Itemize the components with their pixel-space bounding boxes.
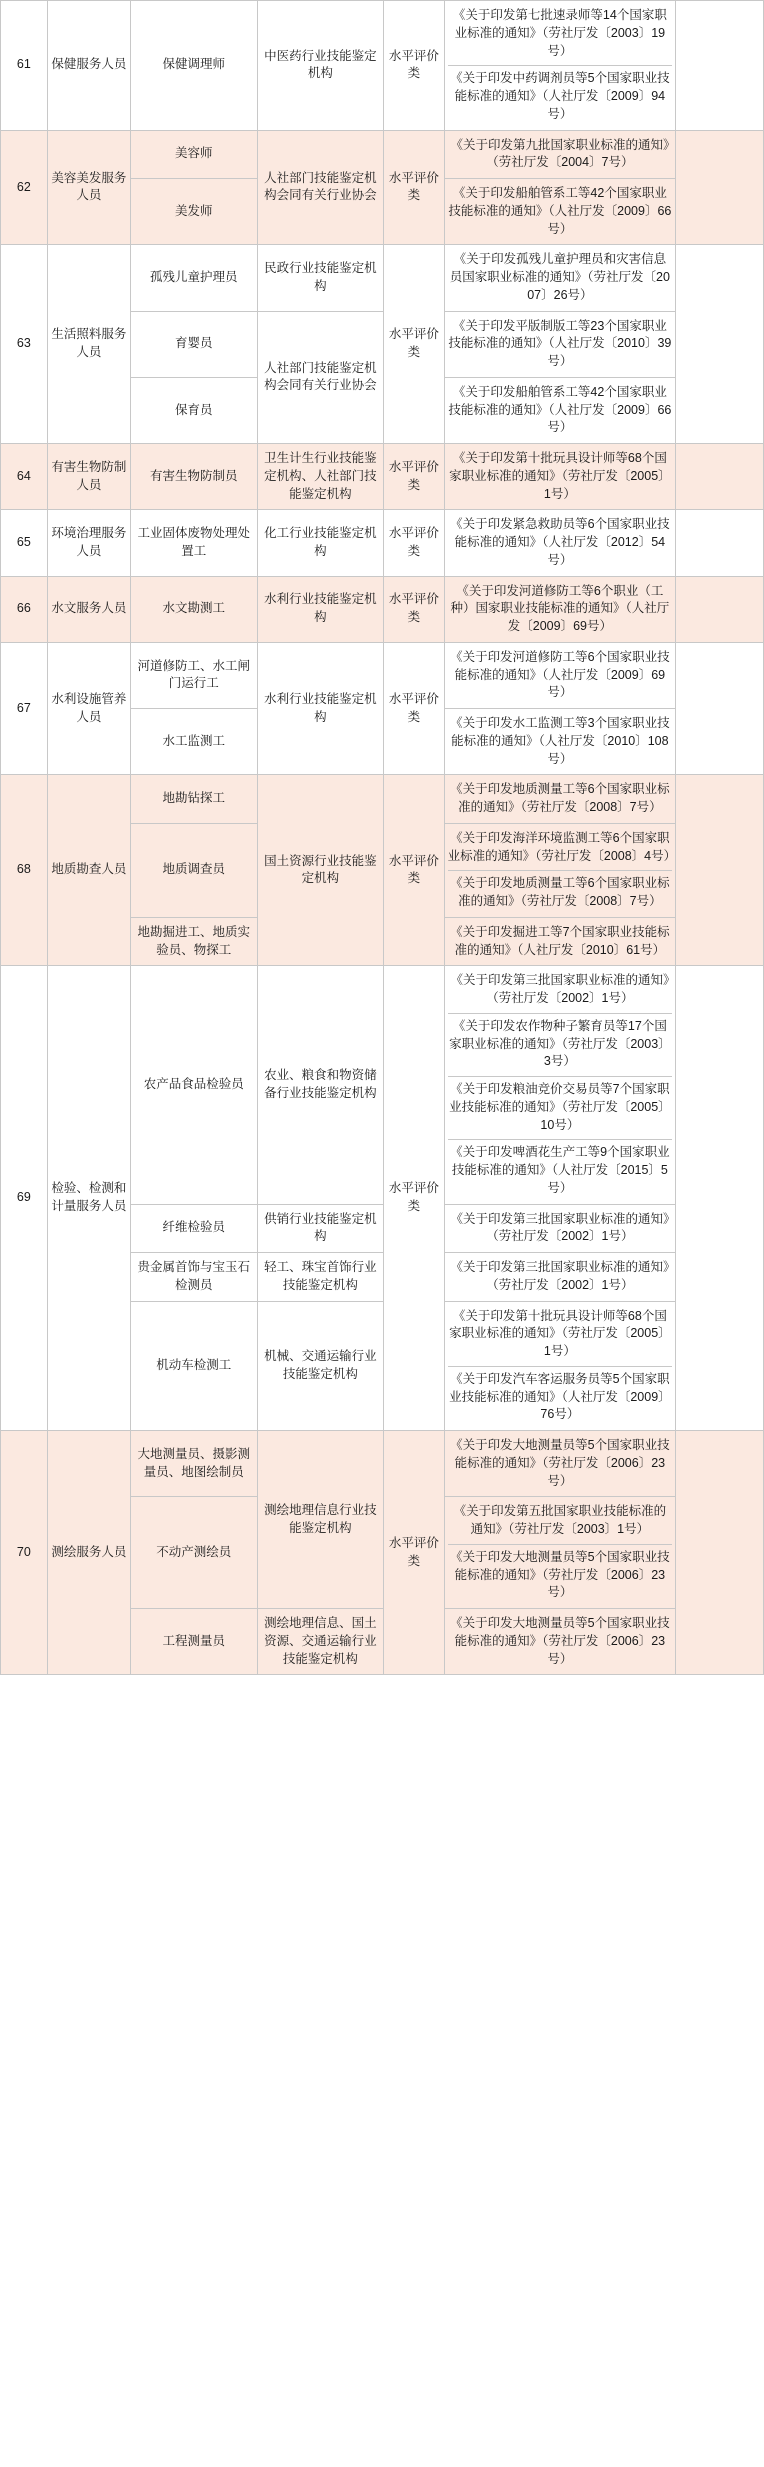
remarks: [676, 775, 764, 966]
document-reference: 《关于印发孤残儿童护理员和灾害信息员国家职业标准的通知》（劳社厅发〔2007〕26号）: [449, 252, 670, 302]
remarks: [676, 510, 764, 576]
table-row: [1, 510, 764, 576]
occupation-group: 保健服务人员: [47, 1, 130, 131]
occupation-name: 农产品食品检验员: [131, 966, 258, 1204]
document-reference: 《关于印发第三批国家职业标准的通知》（劳社厅发〔2002〕1号）: [450, 973, 670, 1005]
occupation-name: 保育员: [131, 377, 258, 443]
related-documents: [444, 1204, 676, 1253]
assessment-organization: 供销行业技能鉴定机构: [257, 1204, 384, 1253]
related-documents: [444, 1609, 676, 1675]
assessment-organization: 机械、交通运输行业技能鉴定机构: [257, 1301, 384, 1431]
occupation-group: 生活照料服务人员: [47, 245, 130, 444]
occupation-group: 检验、检测和计量服务人员: [47, 966, 130, 1431]
related-documents: [444, 709, 676, 775]
occupation-name: 工业固体废物处理处置工: [131, 510, 258, 576]
assessment-organization: 国土资源行业技能鉴定机构: [257, 775, 384, 966]
table-row: [1, 576, 764, 642]
related-documents: [444, 576, 676, 642]
document-reference: 《关于印发海洋环境监测工等6个国家职业标准的通知》（劳社厅发〔2008〕4号）: [447, 830, 677, 863]
document-reference: 《关于印发啤酒花生产工等9个国家职业技能标准的通知》（人社厅发〔2015〕5号）: [448, 1139, 673, 1199]
assessment-organization: 中医药行业技能鉴定机构: [257, 1, 384, 131]
row-number: 64: [1, 444, 48, 510]
occupation-name: 水工监测工: [131, 709, 258, 775]
table-row: [1, 130, 764, 179]
related-documents: [444, 823, 676, 917]
evaluation-type: 水平评价类: [384, 1431, 444, 1675]
document-reference: 《关于印发第十批玩具设计师等68个国家职业标准的通知》（劳社厅发〔2005〕1号）: [449, 1308, 671, 1358]
related-documents: [444, 1253, 676, 1302]
related-documents: [444, 1301, 676, 1431]
occupation-name: 美发师: [131, 179, 258, 245]
assessment-organization: 人社部门技能鉴定机构会同有关行业协会: [257, 311, 384, 444]
document-reference: 《关于印发第三批国家职业标准的通知》（劳社厅发〔2002〕1号）: [450, 1211, 670, 1244]
remarks: [676, 576, 764, 642]
document-reference: 《关于印发平版制版工等23个国家职业技能标准的通知》（人社厅发〔2010〕39号）: [448, 318, 672, 368]
row-number: 66: [1, 576, 48, 642]
assessment-organization: 水利行业技能鉴定机构: [257, 576, 384, 642]
occupation-name: 美容师: [131, 130, 258, 179]
document-reference: 《关于印发汽车客运服务员等5个国家职业技能标准的通知》（人社厅发〔2009〕76号）: [448, 1366, 673, 1426]
table-row: [1, 1431, 764, 1497]
occupation-name: 工程测量员: [131, 1609, 258, 1675]
remarks: [676, 245, 764, 444]
occupation-name: 地勘钻探工: [131, 775, 258, 824]
remarks: [676, 642, 764, 775]
occupation-name: 保健调理师: [131, 1, 258, 131]
row-number: 62: [1, 130, 48, 245]
table-row: [1, 966, 764, 1204]
remarks: [676, 444, 764, 510]
document-reference: 《关于印发大地测量员等5个国家职业技能标准的通知》（劳社厅发〔2006〕23号）: [450, 1616, 670, 1666]
occupation-name: 大地测量员、摄影测量员、地图绘制员: [131, 1431, 258, 1497]
row-number: 67: [1, 642, 48, 775]
document-reference: 《关于印发粮油竞价交易员等7个国家职业技能标准的通知》（劳社厅发〔2005〕10号）: [448, 1076, 673, 1136]
row-number: 69: [1, 966, 48, 1431]
remarks: [676, 130, 764, 245]
related-documents: [444, 775, 676, 824]
related-documents: [444, 966, 676, 1204]
occupation-name: 不动产测绘员: [131, 1497, 258, 1609]
assessment-organization: 水利行业技能鉴定机构: [257, 642, 384, 775]
evaluation-type: 水平评价类: [384, 775, 444, 966]
remarks: [676, 1, 764, 131]
assessment-organization: 测绘地理信息行业技能鉴定机构: [257, 1431, 384, 1609]
occupation-group: 美容美发服务人员: [47, 130, 130, 245]
related-documents: [444, 179, 676, 245]
related-documents: [444, 917, 676, 966]
occupation-group: 水文服务人员: [47, 576, 130, 642]
related-documents: [444, 377, 676, 443]
evaluation-type: 水平评价类: [384, 510, 444, 576]
related-documents: [444, 1431, 676, 1497]
related-documents: [444, 444, 676, 510]
document-reference: 《关于印发紧急救助员等6个国家职业技能标准的通知》（人社厅发〔2012〕54号）: [450, 517, 670, 567]
document-reference: 《关于印发第三批国家职业标准的通知》（劳社厅发〔2002〕1号）: [450, 1260, 670, 1292]
table-row: [1, 245, 764, 311]
related-documents: [444, 1, 676, 131]
table-row: [1, 642, 764, 708]
table-row: [1, 444, 764, 510]
document-reference: 《关于印发地质测量工等6个国家职业标准的通知》（劳社厅发〔2008〕7号）: [448, 870, 673, 913]
row-number: 61: [1, 1, 48, 131]
occupation-group: 有害生物防制人员: [47, 444, 130, 510]
document-reference: 《关于印发大地测量员等5个国家职业技能标准的通知》（劳社厅发〔2006〕23号）: [450, 1438, 670, 1488]
related-documents: [444, 245, 676, 311]
occupation-name: 地勘掘进工、地质实验员、物探工: [131, 917, 258, 966]
occupation-name: 孤残儿童护理员: [131, 245, 258, 311]
evaluation-type: 水平评价类: [384, 1, 444, 131]
evaluation-type: 水平评价类: [384, 966, 444, 1431]
assessment-organization: 测绘地理信息、国土资源、交通运输行业技能鉴定机构: [257, 1609, 384, 1675]
occupation-group: 地质勘查人员: [47, 775, 130, 966]
occupation-name: 有害生物防制员: [131, 444, 258, 510]
evaluation-type: 水平评价类: [384, 642, 444, 775]
related-documents: [444, 130, 676, 179]
document-reference: 《关于印发农作物种子繁育员等17个国家职业标准的通知》（劳社厅发〔2003〕3号）: [448, 1013, 673, 1073]
occupation-name: 纤维检验员: [131, 1204, 258, 1253]
row-number: 70: [1, 1431, 48, 1675]
related-documents: [444, 642, 676, 708]
document-reference: 《关于印发水工监测工等3个国家职业技能标准的通知》（人社厅发〔2010〕108号）: [450, 716, 670, 766]
assessment-organization: 轻工、珠宝首饰行业技能鉴定机构: [257, 1253, 384, 1302]
remarks: [676, 966, 764, 1431]
related-documents: [444, 311, 676, 377]
assessment-organization: 农业、粮食和物资储备行业技能鉴定机构: [257, 966, 384, 1204]
document-reference: 《关于印发地质测量工等6个国家职业标准的通知》（劳社厅发〔2008〕7号）: [450, 782, 670, 814]
occupation-name: 贵金属首饰与宝玉石检测员: [131, 1253, 258, 1302]
occupation-group: 水利设施管养人员: [47, 642, 130, 775]
row-number: 65: [1, 510, 48, 576]
document-reference: 《关于印发第十批玩具设计师等68个国家职业标准的通知》（劳社厅发〔2005〕1号）: [449, 451, 671, 501]
evaluation-type: 水平评价类: [384, 444, 444, 510]
document-reference: 《关于印发第五批国家职业技能标准的通知》（劳社厅发〔2003〕1号）: [453, 1504, 667, 1536]
assessment-organization: 人社部门技能鉴定机构会同有关行业协会: [257, 130, 384, 245]
assessment-organization: 民政行业技能鉴定机构: [257, 245, 384, 311]
row-number: 63: [1, 245, 48, 444]
occupation-name: 育婴员: [131, 311, 258, 377]
occupation-group: 测绘服务人员: [47, 1431, 130, 1675]
evaluation-type: 水平评价类: [384, 245, 444, 444]
document-reference: 《关于印发河道修防工等6个国家职业技能标准的通知》（人社厅发〔2009〕69号）: [450, 649, 670, 700]
document-reference: 《关于印发第七批速录师等14个国家职业标准的通知》（劳社厅发〔2003〕19号）: [452, 8, 667, 58]
document-reference: 《关于印发船舶管系工等42个国家职业技能标准的通知》（人社厅发〔2009〕66号）: [448, 186, 672, 236]
occupation-name: 河道修防工、水工闸门运行工: [131, 642, 258, 708]
occupation-name: 水文勘测工: [131, 576, 258, 642]
document-reference: 《关于印发中药调剂员等5个国家职业技能标准的通知》（人社厅发〔2009〕94号）: [448, 65, 673, 125]
evaluation-type: 水平评价类: [384, 130, 444, 245]
assessment-organization: 卫生计生行业技能鉴定机构、人社部门技能鉴定机构: [257, 444, 384, 510]
occupation-name: 地质调查员: [131, 823, 258, 917]
document-reference: 《关于印发掘进工等7个国家职业技能标准的通知》（人社厅发〔2010〕61号）: [450, 924, 670, 957]
remarks: [676, 1431, 764, 1675]
document-reference: 《关于印发河道修防工等6个职业（工种）国家职业技能标准的通知》（人社厅发〔2009〕69号）: [450, 583, 670, 633]
related-documents: [444, 510, 676, 576]
evaluation-type: 水平评价类: [384, 576, 444, 642]
document-reference: 《关于印发船舶管系工等42个国家职业技能标准的通知》（人社厅发〔2009〕66号）: [448, 384, 672, 435]
document-reference: 《关于印发第九批国家职业标准的通知》（劳社厅发〔2004〕7号）: [450, 137, 670, 170]
document-reference: 《关于印发大地测量员等5个国家职业技能标准的通知》（劳社厅发〔2006〕23号）: [448, 1544, 673, 1604]
occupation-group: 环境治理服务人员: [47, 510, 130, 576]
table-row: [1, 775, 764, 824]
occupation-name: 机动车检测工: [131, 1301, 258, 1431]
assessment-organization: 化工行业技能鉴定机构: [257, 510, 384, 576]
related-documents: [444, 1497, 676, 1609]
table-row: [1, 1, 764, 131]
row-number: 68: [1, 775, 48, 966]
